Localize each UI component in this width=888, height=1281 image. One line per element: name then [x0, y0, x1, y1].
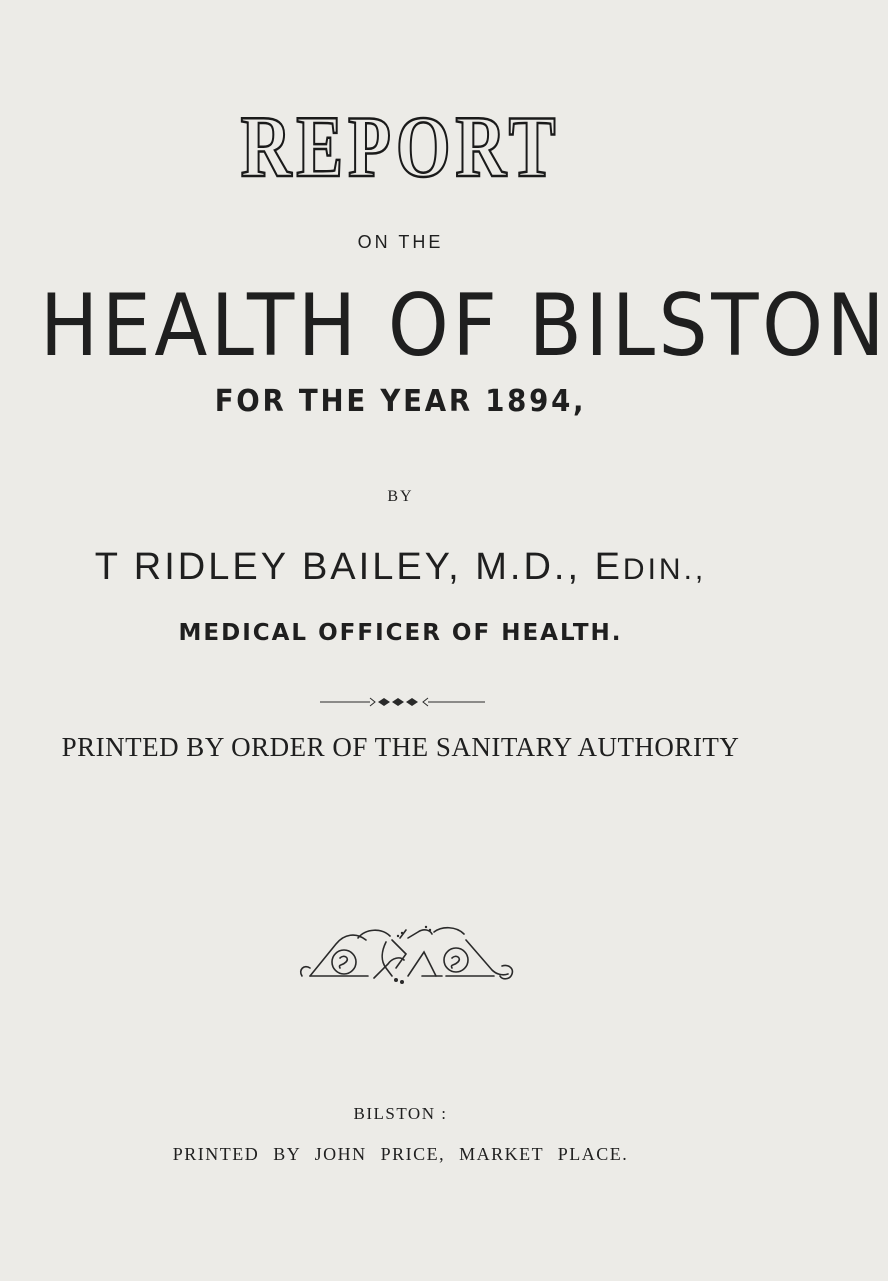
imprint-place: BILSTON : [353, 1104, 448, 1123]
author-degree-initial: E [594, 546, 623, 588]
report-year: FOR THE YEAR 1894, [214, 384, 587, 419]
imprint-printer: PRINTED BY JOHN PRICE, MARKET PLACE. [172, 1144, 629, 1164]
author-name-text: T RIDLEY BAILEY, M.D., [94, 546, 595, 588]
author-degree-rest: DIN., [622, 553, 707, 586]
printer-flourish-ornament-icon [296, 920, 520, 988]
author-name [0, 546, 801, 589]
by-label: BY [387, 488, 414, 505]
author-office: MEDICAL OFFICER OF HEALTH. [178, 620, 623, 646]
printer-rule-ornament-icon [320, 692, 485, 712]
report-subject: HEALTH OF BILSTON [40, 276, 888, 376]
on-the-label: ON THE [357, 232, 444, 252]
authority-line: PRINTED BY ORDER OF THE SANITARY AUTHORITY [61, 732, 740, 762]
report-heading: REPORT [240, 99, 561, 196]
